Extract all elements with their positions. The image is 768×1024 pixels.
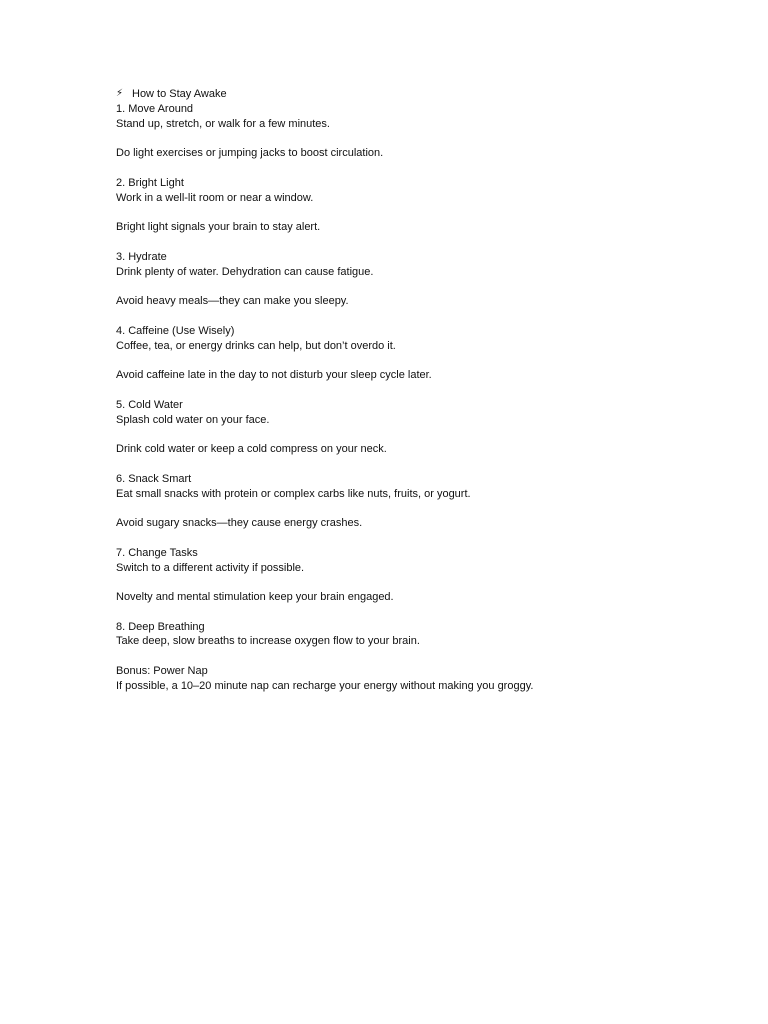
blank-line — [116, 309, 736, 324]
section-paragraph: Switch to a different activity if possible. — [116, 561, 305, 574]
blank-line — [116, 531, 736, 546]
blank-line — [116, 649, 736, 664]
blank-line — [116, 605, 736, 620]
section-paragraph: Avoid sugary snacks—they cause energy crashes. — [116, 517, 363, 530]
blank-line — [116, 427, 736, 442]
section-power-nap — [116, 664, 736, 694]
high-voltage-icon: ⚡ — [116, 88, 124, 99]
section-change-tasks — [116, 546, 736, 620]
section-heading: 8. Deep Breathing — [116, 620, 205, 633]
section-heading: 7. Change Tasks — [116, 546, 198, 559]
blank-line — [116, 131, 736, 146]
section-paragraph: If possible, a 10–20 minute nap can recharge your energy without making you groggy. — [116, 679, 534, 692]
section-paragraph: Do light exercises or jumping jacks to boost circulation. — [116, 147, 384, 160]
section-bright-light — [116, 176, 736, 250]
section-heading: 5. Cold Water — [116, 398, 183, 411]
blank-line — [116, 235, 736, 250]
section-deep-breathing — [116, 620, 736, 664]
section-paragraph: Drink plenty of water. Dehydration can cause fatigue. — [116, 265, 374, 278]
blank-line — [116, 501, 736, 516]
section-paragraph: Drink cold water or keep a cold compress on your neck. — [116, 443, 387, 456]
section-heading: 4. Caffeine (Use Wisely) — [116, 324, 235, 337]
section-paragraph: Avoid caffeine late in the day to not disturb your sleep cycle later. — [116, 369, 432, 382]
blank-line — [116, 353, 736, 368]
blank-line — [116, 161, 736, 176]
section-hydrate — [116, 250, 736, 324]
blank-line — [116, 205, 736, 220]
section-paragraph: Take deep, slow breaths to increase oxygen flow to your brain. — [116, 635, 420, 648]
document-page — [116, 87, 736, 694]
blank-line — [116, 383, 736, 398]
section-move-around — [116, 102, 736, 176]
section-heading: 2. Bright Light — [116, 176, 184, 189]
blank-line — [116, 575, 736, 590]
section-heading: Bonus: Power Nap — [116, 665, 208, 678]
section-caffeine — [116, 324, 736, 398]
section-paragraph: Novelty and mental stimulation keep your brain engaged. — [116, 591, 394, 604]
blank-line — [116, 279, 736, 294]
section-heading: 6. Snack Smart — [116, 472, 192, 485]
section-paragraph: Stand up, stretch, or walk for a few minutes. — [116, 117, 330, 130]
section-paragraph: Splash cold water on your face. — [116, 413, 270, 426]
section-paragraph: Coffee, tea, or energy drinks can help, but don’t overdo it. — [116, 339, 396, 352]
document-title: How to Stay Awake — [132, 88, 227, 100]
section-paragraph: Avoid heavy meals—they can make you sleepy. — [116, 295, 349, 308]
section-cold-water — [116, 398, 736, 472]
section-snack-smart — [116, 472, 736, 546]
blank-line — [116, 457, 736, 472]
section-heading: 1. Move Around — [116, 102, 194, 115]
section-paragraph: Work in a well-lit room or near a window. — [116, 191, 314, 204]
section-paragraph: Bright light signals your brain to stay alert. — [116, 221, 321, 234]
section-paragraph: Eat small snacks with protein or complex carbs like nuts, fruits, or yogurt. — [116, 487, 471, 500]
section-heading: 3. Hydrate — [116, 250, 167, 263]
document-title-row — [116, 87, 736, 102]
